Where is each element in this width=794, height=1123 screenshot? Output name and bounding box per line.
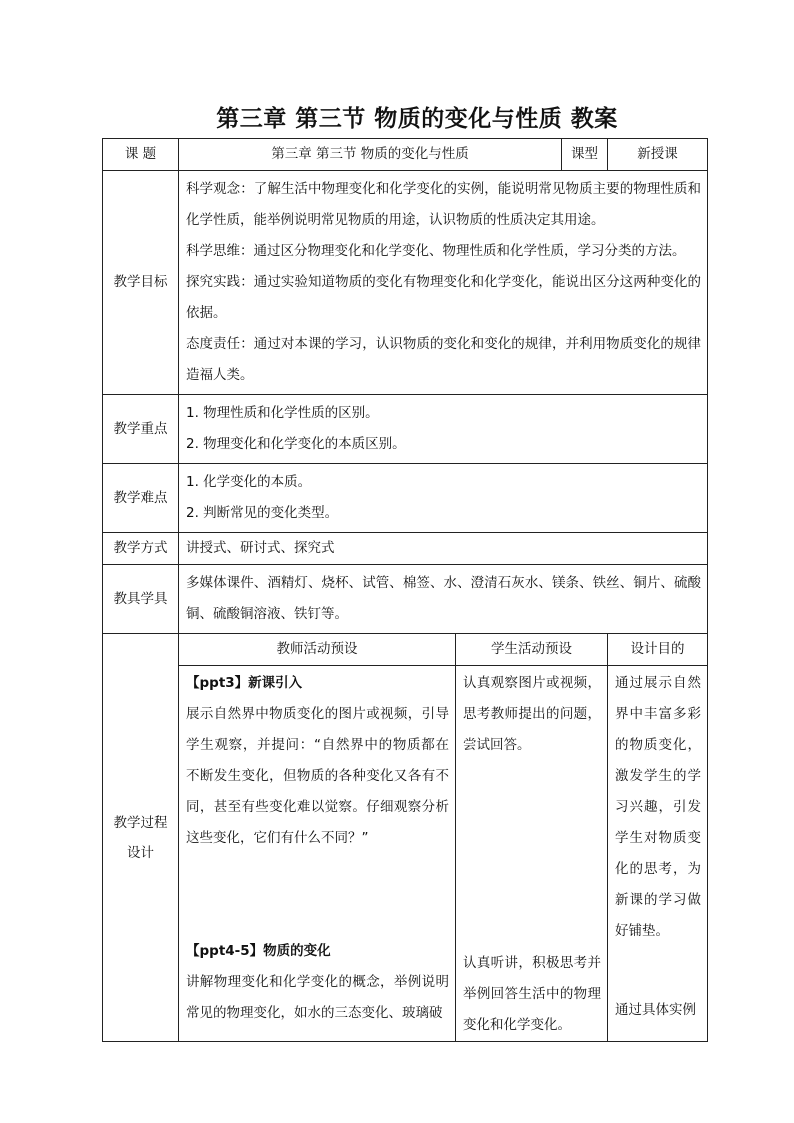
tools-label: 教具学具 [103, 565, 179, 634]
lesson-plan-table [102, 138, 708, 1042]
methods-value: 讲授式、研讨式、探究式 [179, 533, 708, 565]
page-title: 第三章 第三节 物质的变化与性质 教案 [216, 105, 618, 132]
key-points-label: 教学重点 [103, 395, 179, 464]
lesson-type-label: 课型 [562, 139, 608, 171]
step1-student-text: 认真观察图片或视频，思考教师提出的问题，尝试回答。 [463, 675, 601, 753]
difficulties-row [103, 464, 708, 533]
spacer [463, 761, 601, 948]
difficulties-label: 教学难点 [103, 464, 179, 533]
lesson-type-value: 新授课 [608, 139, 708, 171]
key-point-item: 2. 物理变化和化学变化的本质区别。 [186, 436, 406, 452]
step2-student-text: 认真听讲，积极思考并举例回答生活中的物理变化和化学变化。 [463, 955, 601, 1033]
key-points-row [103, 395, 708, 464]
goal-item: 态度责任：通过对本课的学习，认识物质的变化和变化的规律，并利用物质变化的规律造福人类。 [186, 336, 701, 383]
key-point-item: 1. 物理性质和化学性质的区别。 [186, 405, 379, 421]
process-label [103, 634, 179, 1042]
process-label-line1: 教学过程 [113, 814, 168, 831]
step2-heading: 【ppt4-5】物质的变化 [186, 943, 331, 959]
difficulty-item: 2. 判断常见的变化类型。 [186, 505, 339, 521]
tools-row [103, 565, 708, 634]
step1-purpose-text: 通过展示自然界中丰富多彩的物质变化，激发学生的学习兴趣，引发学生对物质变化的思考，为新课的学习做好铺垫。 [615, 675, 701, 939]
difficulties-content [179, 464, 708, 533]
process-body-row [103, 666, 708, 1042]
step1-teacher-text: 展示自然界中物质变化的图片或视频，引导学生观察，并提问：“自然界中的物质都在不断发生变化，但物质的各种变化又各有不同，甚至有些变化难以觉察。仔细观察分析这些变化，它们有什么不同？” [186, 706, 449, 846]
goal-item: 科学思维：通过区分物理变化和化学变化、物理性质和化学性质，学习分类的方法。 [186, 243, 686, 259]
teacher-activity-cell [179, 666, 456, 1042]
topic-label: 课 题 [103, 139, 179, 171]
student-activity-cell [456, 666, 608, 1042]
process-label-line2: 设计 [127, 844, 154, 861]
goals-content [179, 171, 708, 395]
methods-label: 教学方式 [103, 533, 179, 565]
goals-row [103, 171, 708, 395]
tools-text: 多媒体课件、酒精灯、烧杯、试管、棉签、水、澄清石灰水、镁条、铁丝、铜片、硫酸铜、硫酸铜溶液、铁钉等。 [186, 575, 701, 622]
topic-row [103, 139, 708, 171]
process-header-row [103, 634, 708, 666]
topic-value: 第三章 第三节 物质的变化与性质 [179, 139, 562, 171]
step2-purpose-text: 通过具体实例 [615, 1002, 696, 1018]
tools-value [179, 565, 708, 634]
step2-teacher-text: 讲解物理变化和化学变化的概念，举例说明常见的物理变化，如水的三态变化、玻璃破 [186, 974, 449, 1021]
goals-label: 教学目标 [103, 171, 179, 395]
col-student-header: 学生活动预设 [456, 634, 608, 666]
goal-item: 探究实践：通过实验知道物质的变化有物理变化和化学变化，能说出区分这两种变化的依据。 [186, 274, 701, 321]
spacer [186, 854, 449, 936]
col-teacher-header: 教师活动预设 [179, 634, 456, 666]
key-points-content [179, 395, 708, 464]
difficulty-item: 1. 化学变化的本质。 [186, 474, 312, 490]
goal-item: 科学观念：了解生活中物理变化和化学变化的实例，能说明常见物质主要的物理性质和化学性质，能举例说明常见物质的用途，认识物质的性质决定其用途。 [186, 181, 701, 228]
spacer [615, 947, 701, 995]
methods-row [103, 533, 708, 565]
step1-heading: 【ppt3】新课引入 [186, 675, 303, 691]
col-purpose-header: 设计目的 [608, 634, 708, 666]
purpose-cell [608, 666, 708, 1042]
